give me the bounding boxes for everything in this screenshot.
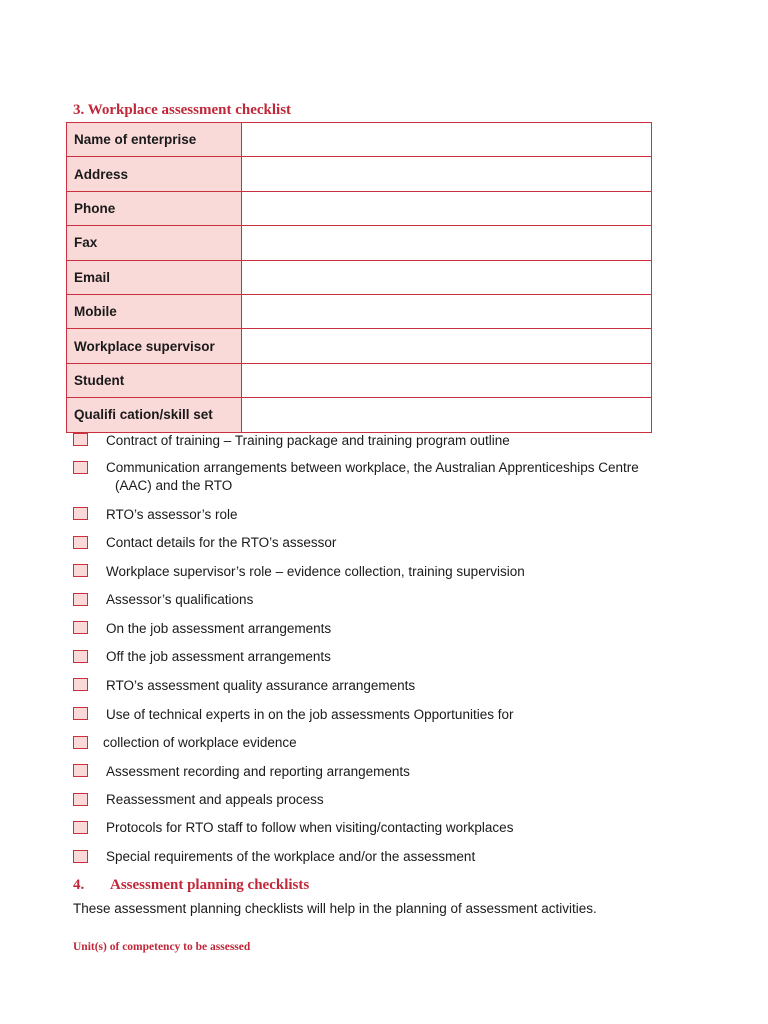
checkbox[interactable] (73, 564, 88, 577)
checkbox[interactable] (73, 821, 88, 834)
row-value-field[interactable] (242, 398, 652, 432)
table-row (67, 363, 652, 397)
section-4-number: 4. (73, 877, 85, 893)
checklist-item-label: Assessor’s qualifications (106, 592, 254, 607)
checkbox[interactable] (73, 707, 88, 720)
competency-subheading: Unit(s) of competency to be assessed (73, 941, 251, 953)
table-row (67, 157, 652, 191)
row-value-field[interactable] (242, 226, 652, 260)
row-label: Student (67, 363, 242, 397)
checklist-item-label: Contract of training – Training package and training program outline (106, 433, 510, 448)
checkbox[interactable] (73, 678, 88, 691)
checkbox[interactable] (73, 507, 88, 520)
row-label: Email (67, 260, 242, 294)
checklist-item-label: Workplace supervisor’s role – evidence collection, training supervision (106, 564, 525, 579)
table-row (67, 398, 652, 432)
row-value-field[interactable] (242, 123, 652, 157)
row-label: Phone (67, 191, 242, 225)
row-value-field[interactable] (242, 260, 652, 294)
checklist-item-label: Protocols for RTO staff to follow when visiting/contacting workplaces (106, 820, 514, 835)
row-value-field[interactable] (242, 191, 652, 225)
section-4-heading (73, 877, 309, 894)
checklist-item-label: RTO’s assessor’s role (106, 507, 238, 522)
row-value-field[interactable] (242, 294, 652, 328)
section-4-paragraph: These assessment planning checklists will help in the planning of assessment activities. (73, 901, 597, 916)
checklist-item-label: Assessment recording and reporting arrangements (106, 764, 410, 779)
enterprise-details-table (66, 122, 652, 433)
checklist-item-label (106, 459, 639, 495)
row-label: Qualifi cation/skill set (67, 398, 242, 432)
checkbox[interactable] (73, 650, 88, 663)
row-label: Name of enterprise (67, 123, 242, 157)
checklist-item-label: Contact details for the RTO’s assessor (106, 535, 337, 550)
table-row (67, 260, 652, 294)
checklist-item-label: Special requirements of the workplace and/or the assessment (106, 849, 476, 864)
checklist-item-label: Off the job assessment arrangements (106, 649, 331, 664)
table-row (67, 294, 652, 328)
table-row (67, 191, 652, 225)
checkbox[interactable] (73, 850, 88, 863)
table-row (67, 226, 652, 260)
checkbox[interactable] (73, 593, 88, 606)
row-label: Mobile (67, 294, 242, 328)
checkbox[interactable] (73, 736, 88, 749)
checkbox[interactable] (73, 461, 88, 474)
row-label: Workplace supervisor (67, 329, 242, 363)
checklist-item-line-2: (AAC) and the RTO (115, 478, 233, 493)
row-value-field[interactable] (242, 363, 652, 397)
checkbox[interactable] (73, 536, 88, 549)
checklist-item-label: Use of technical experts in on the job assessments Opportunities for (106, 707, 514, 722)
checklist-item-line-1: Communication arrangements between workplace, the Australian Apprenticeships Centre (106, 460, 639, 475)
section-3-heading: 3. Workplace assessment checklist (73, 102, 292, 118)
checklist-item-label: collection of workplace evidence (103, 735, 297, 750)
checklist-item-label: On the job assessment arrangements (106, 621, 332, 636)
checkbox[interactable] (73, 621, 88, 634)
table-row (67, 123, 652, 157)
checkbox[interactable] (73, 764, 88, 777)
row-value-field[interactable] (242, 329, 652, 363)
table-row (67, 329, 652, 363)
checkbox[interactable] (73, 793, 88, 806)
section-4-title: Assessment planning checklists (110, 877, 310, 893)
row-value-field[interactable] (242, 157, 652, 191)
row-label: Address (67, 157, 242, 191)
checklist-item-label: RTO’s assessment quality assurance arrangements (106, 678, 416, 693)
row-label: Fax (67, 226, 242, 260)
checklist-item-label: Reassessment and appeals process (106, 792, 324, 807)
checkbox[interactable] (73, 433, 88, 446)
